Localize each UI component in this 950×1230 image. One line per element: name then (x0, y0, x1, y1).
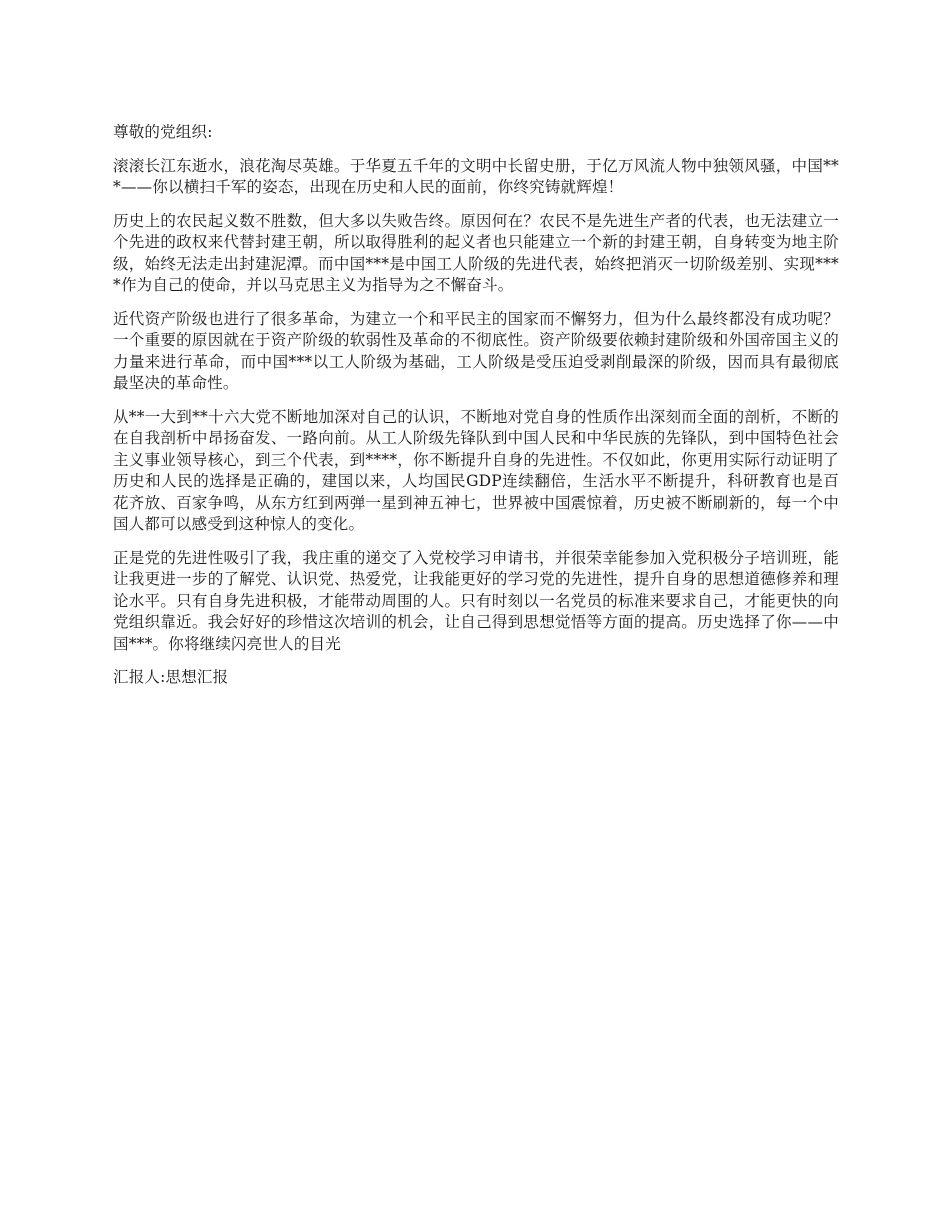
paragraph-2: 历史上的农民起义数不胜数，但大多以失败告终。原因何在？农民不是先进生产者的代表，也无法建立一个先进的政权来代替封建王朝，所以取得胜利的起义者也只能建立一个新的封建王朝，自身转变为地主阶级，始终无法走出封建泥潭。而中国***是中国工人阶级的先进代表，始终把消灭一切阶级差别、实现****作为自己的使命，并以马克思主义为指导为之不懈奋斗。 (113, 211, 839, 294)
paragraph-3: 近代资产阶级也进行了很多革命，为建立一个和平民主的国家而不懈努力，但为什么最终都没有成功呢？一个重要的原因就在于资产阶级的软弱性及革命的不彻底性。资产阶级要依赖封建阶级和外国帝国主义的力量来进行革命，而中国***以工人阶级为基础，工人阶级是受压迫受剥削最深的阶级，因而具有最彻底最坚决的革命性。 (113, 309, 839, 392)
paragraph-5: 正是党的先进性吸引了我，我庄重的递交了入党校学习申请书，并很荣幸能参加入党积极分子培训班，能让我更进一步的了解党、认识党、热爱党，让我能更好的学习党的先进性，提升自身的思想道德修养和理论水平。只有自身先进积极，才能带动周围的人。只有时刻以一名党员的标准来要求自己，才能更快的向党组织靠近。我会好好的珍惜这次培训的机会，让自己得到思想觉悟等方面的提高。历史选择了你——中国***。你将继续闪亮世人的目光 (113, 548, 839, 653)
signature: 汇报人:思想汇报 (113, 668, 229, 686)
document-body (113, 122, 839, 689)
salutation: 尊敬的党组织: (113, 123, 213, 141)
paragraph-1: 滚滚长江东逝水，浪花淘尽英雄。于华夏五千年的文明中长留史册，于亿万风流人物中独领风骚，中国***——你以横扫千军的姿态，出现在历史和人民的面前，你终究铸就辉煌！ (113, 156, 839, 196)
paragraph-4: 从**一大到**十六大党不断地加深对自己的认识，不断地对党自身的性质作出深刻而全面的剖析，不断的在自我剖析中昂扬奋发、一路向前。从工人阶级先锋队到中国人民和中华民族的先锋队，到中国特色社会主义事业领导核心，到三个代表，到****，你不断提升自身的先进性。不仅如此，你更用实际行动证明了历史和人民的选择是正确的，建国以来，人均国民GDP连续翻倍，生活水平不断提升，科研教育也是百花齐放、百家争鸣，从东方红到两弹一星到神五神七，世界被中国震惊着，历史被不断刷新的，每一个中国人都可以感受到这种惊人的变化。 (113, 407, 839, 533)
